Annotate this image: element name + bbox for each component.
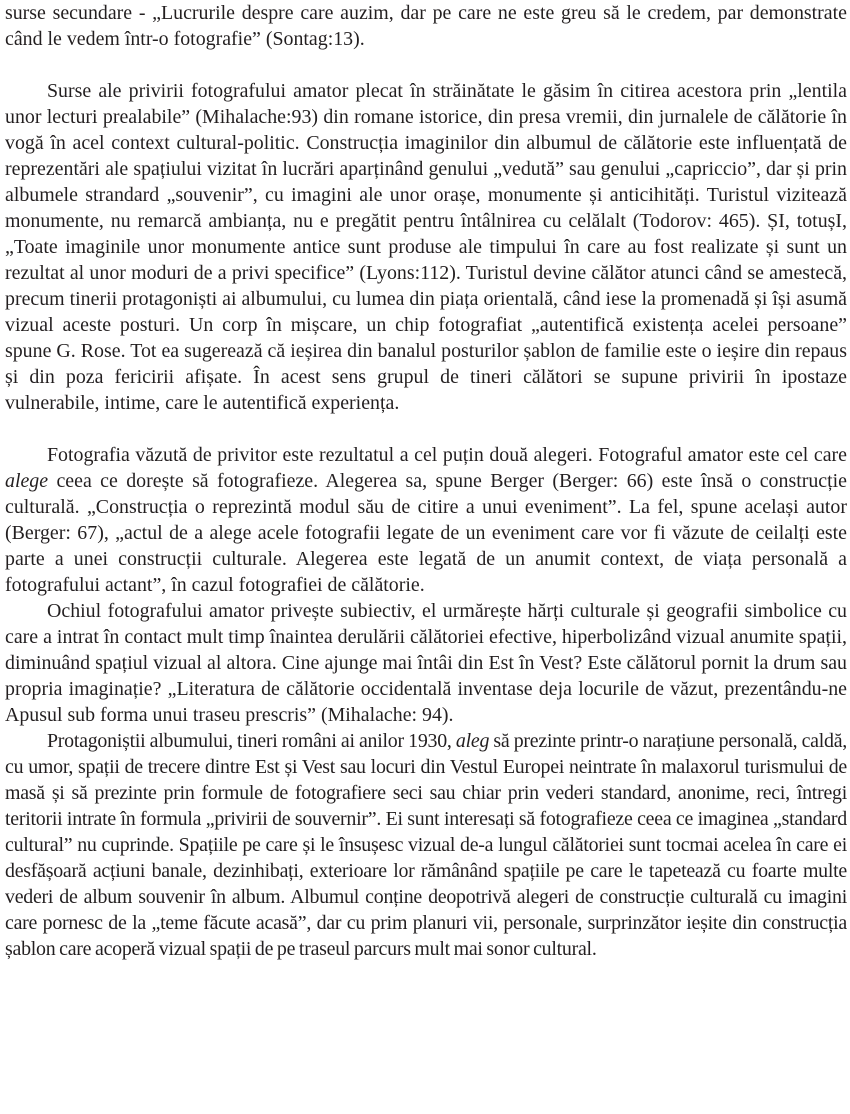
paragraph-text: Fotografia văzută de privitor este rezultatul a cel puțin două alegeri. Fotograful amator este cel care [47, 444, 847, 466]
paragraph-protagonists [5, 728, 847, 962]
document-page [5, 0, 847, 962]
paragraph-spacer [5, 416, 847, 442]
paragraph-spacer [5, 52, 847, 78]
paragraph-text: ceea ce dorește să fotografieze. Alegerea sa, spune Berger (Berger: 66) este însă o construcție culturală. „Construcția o reprezintă modul său de citire a unui eveniment”. La fel, spune același autor (Berger: 67), „actul de a alege acele fotografii legate de un eveniment care vor fi văzute de ceilalți este parte a unei construcții culturale. Alegerea este legată de un anumit context, de viața personală a fotografului actant”, în cazul fotografiei de călătorie. [5, 470, 847, 596]
emphasized-word: alege [5, 470, 49, 492]
paragraph-text: să prezinte printr-o narațiune personală, caldă, cu umor, spații de trecere dintre Est și Vest sau locuri din Vestul Europei neintrate în malaxorul turismului de masă și să prezinte prin formule de fotografiere seci sau chiar prin vederi standard, anonime, reci, întregi teritorii intrate în formula „privirii de souvernir”. Ei sunt interesați să fotografieze ceea ce imaginea „standard cultural” nu cuprinde. Spațiile pe care și le însușesc vizual de-a lungul călătoriei sunt tocmai acelea în care ei desfășoară acțiuni banale, dezinhibați, exterioare lor rămânând spațiile pe care le tapetează cu foarte multe vederi de album souvenir în album. Albumul conține deopotrivă alegeri de construcție culturală cu imagini care pornesc de la „teme făcute acasă”, dar cu prim planuri vii, personale, surprinzător ieșite din construcția șablon care acoperă vizual spații de pe traseul parcurs mult mai sonor cultural. [5, 730, 847, 960]
paragraph-sources-of-gaze: Surse ale privirii fotografului amator plecat în străinătate le găsim în citirea acestora prin „lentila unor lecturi prealabile” (Mihalache:93) din romane istorice, din presa vremii, din jurnalele de călătorie în vogă în acel context cultural-politic. Construcția imaginilor din albumul de călătorie este influențată de reprezentări ale spațiului vizitat în lucrări aparținând genului „vedută” sau genului „capriccio”, dar și prin albumele strandard „souvenir”, cu imagini ale unor orașe, monumente și anticihități. Turistul vizitează monumente, nu remarcă ambianța, nu e pregătit pentru întâlnirea cu celălalt (Todorov: 465). ȘI, totușI, „Toate imaginile unor monumente antice sunt produse ale timpului în care au fost realizate și sunt un rezultat al unor moduri de a privi specifice” (Lyons:112). Turistul devine călător atunci când se amestecă, precum tinerii protagoniști ai albumului, cu lumea din piața orientală, când iese la promenadă și își asumă vizual aceste posturi. Un corp în mișcare, un chip fotografiat „autentifică existența acelei persoane” spune G. Rose. Tot ea sugerează că ieșirea din banalul posturilor șablon de familie este o ieșire din repaus și din poza fericirii afișate. În acest sens grupul de tineri călători se supune privirii în ipostaze vulnerabile, intime, care le autentifică experiența. [5, 80, 847, 414]
paragraph-sontag-quote: surse secundare - „Lucrurile despre care auzim, dar pe care ne este greu să le credem, par demonstrate când le vedem într-o fotografie” (Sontag:13). [5, 2, 847, 50]
paragraph-amateur-eye: Ochiul fotografului amator privește subiectiv, el urmărește hărți culturale și geografii simbolice cu care a intrat în contact mult timp înaintea derulării călătoriei efective, hiperbolizând vizual anumite spații, diminuând spațiul vizual al altora. Cine ajunge mai întâi din Est în Vest? Este călătorul pornit la drum sau propria imaginație? „Literatura de călătorie occidentală inventase deja locurile de văzut, prezentându-ne Apusul sub forma unui traseu prescris” (Mihalache: 94). [5, 600, 847, 726]
emphasized-word: aleg [455, 730, 490, 752]
paragraph-photographer-choice [5, 442, 847, 598]
paragraph-text: Protagoniștii albumului, tineri români ai anilor 1930, [47, 730, 456, 752]
